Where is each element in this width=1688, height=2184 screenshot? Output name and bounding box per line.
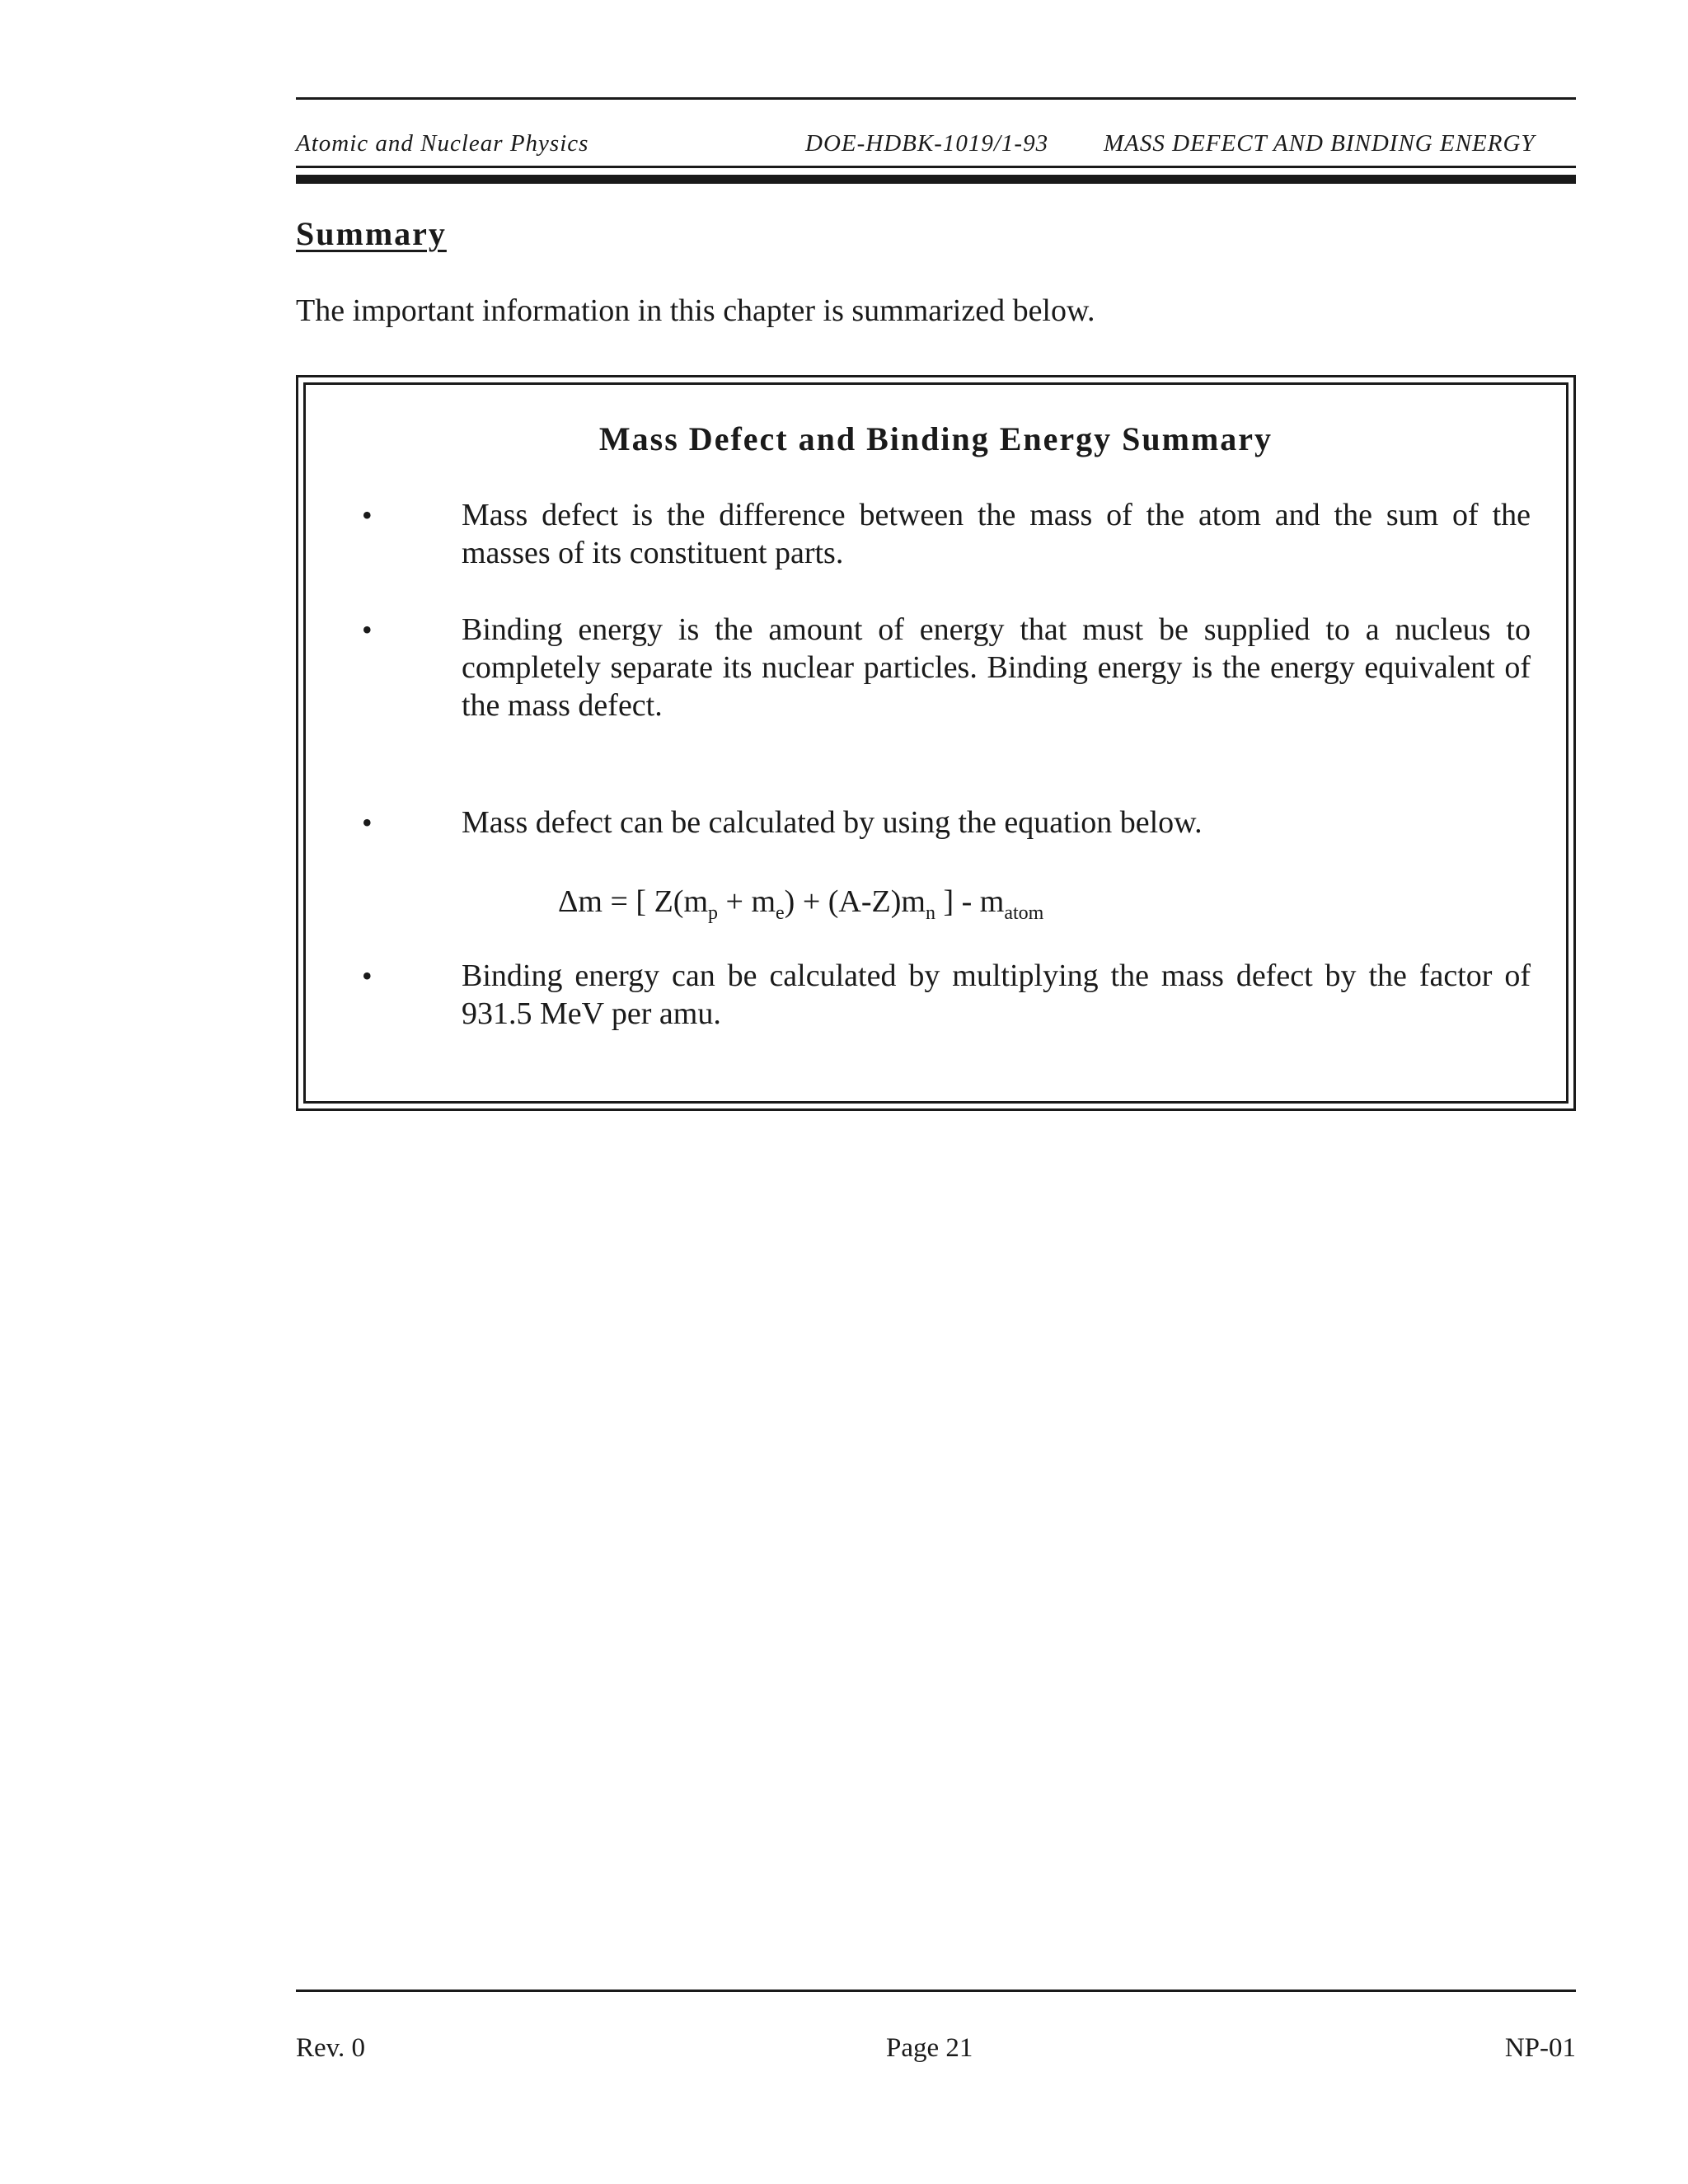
summary-box-inner-border [303,382,1568,1104]
bullet-icon: • [362,806,373,839]
header-document-id: DOE-HDBK-1019/1-93 [805,130,1049,157]
summary-box-title: Mass Defect and Binding Energy Summary [598,420,1273,457]
section-title: Summary [296,215,447,252]
summary-item-binding-energy: Binding energy is the amount of energy that must be supplied to a nucleus to completely separate its nuclear particles. Binding energy is the energy equivalent of the mass defect. [462,612,1531,723]
header-top-rule [296,97,1576,100]
intro-paragraph: The important information in this chapter is summarized below. [296,293,1095,328]
footer-revision: Rev. 0 [296,2033,366,2063]
footer-module-id: NP-01 [1504,2033,1576,2063]
summary-item-binding-energy-factor: Binding energy can be calculated by multiplying the mass defect by the factor of 931.5 MeV per amu. [462,958,1531,1031]
summary-item-equation-intro: Mass defect can be calculated by using the equation below. [462,805,1203,840]
header-left-title: Atomic and Nuclear Physics [296,130,589,157]
summary-item-mass-defect: Mass defect is the difference between the mass of the atom and the sum of the masses of its constituent parts. [462,498,1531,570]
bullet-icon: • [362,959,373,992]
footer-page-number: Page 21 [886,2033,973,2063]
mass-defect-equation: Δm = [ $Z(m_p + m_e) + (A-Z)m_n$ ] - $m_{atom}$ [558,884,1044,924]
summary-box [296,375,1576,1111]
bullet-icon: • [362,499,373,532]
header-right-title: MASS DEFECT AND BINDING ENERGY [1104,130,1536,157]
bullet-icon: • [362,613,373,646]
footer-rule [296,1990,1576,1992]
header-thin-rule [296,166,1576,168]
header-thick-rule [296,175,1576,184]
